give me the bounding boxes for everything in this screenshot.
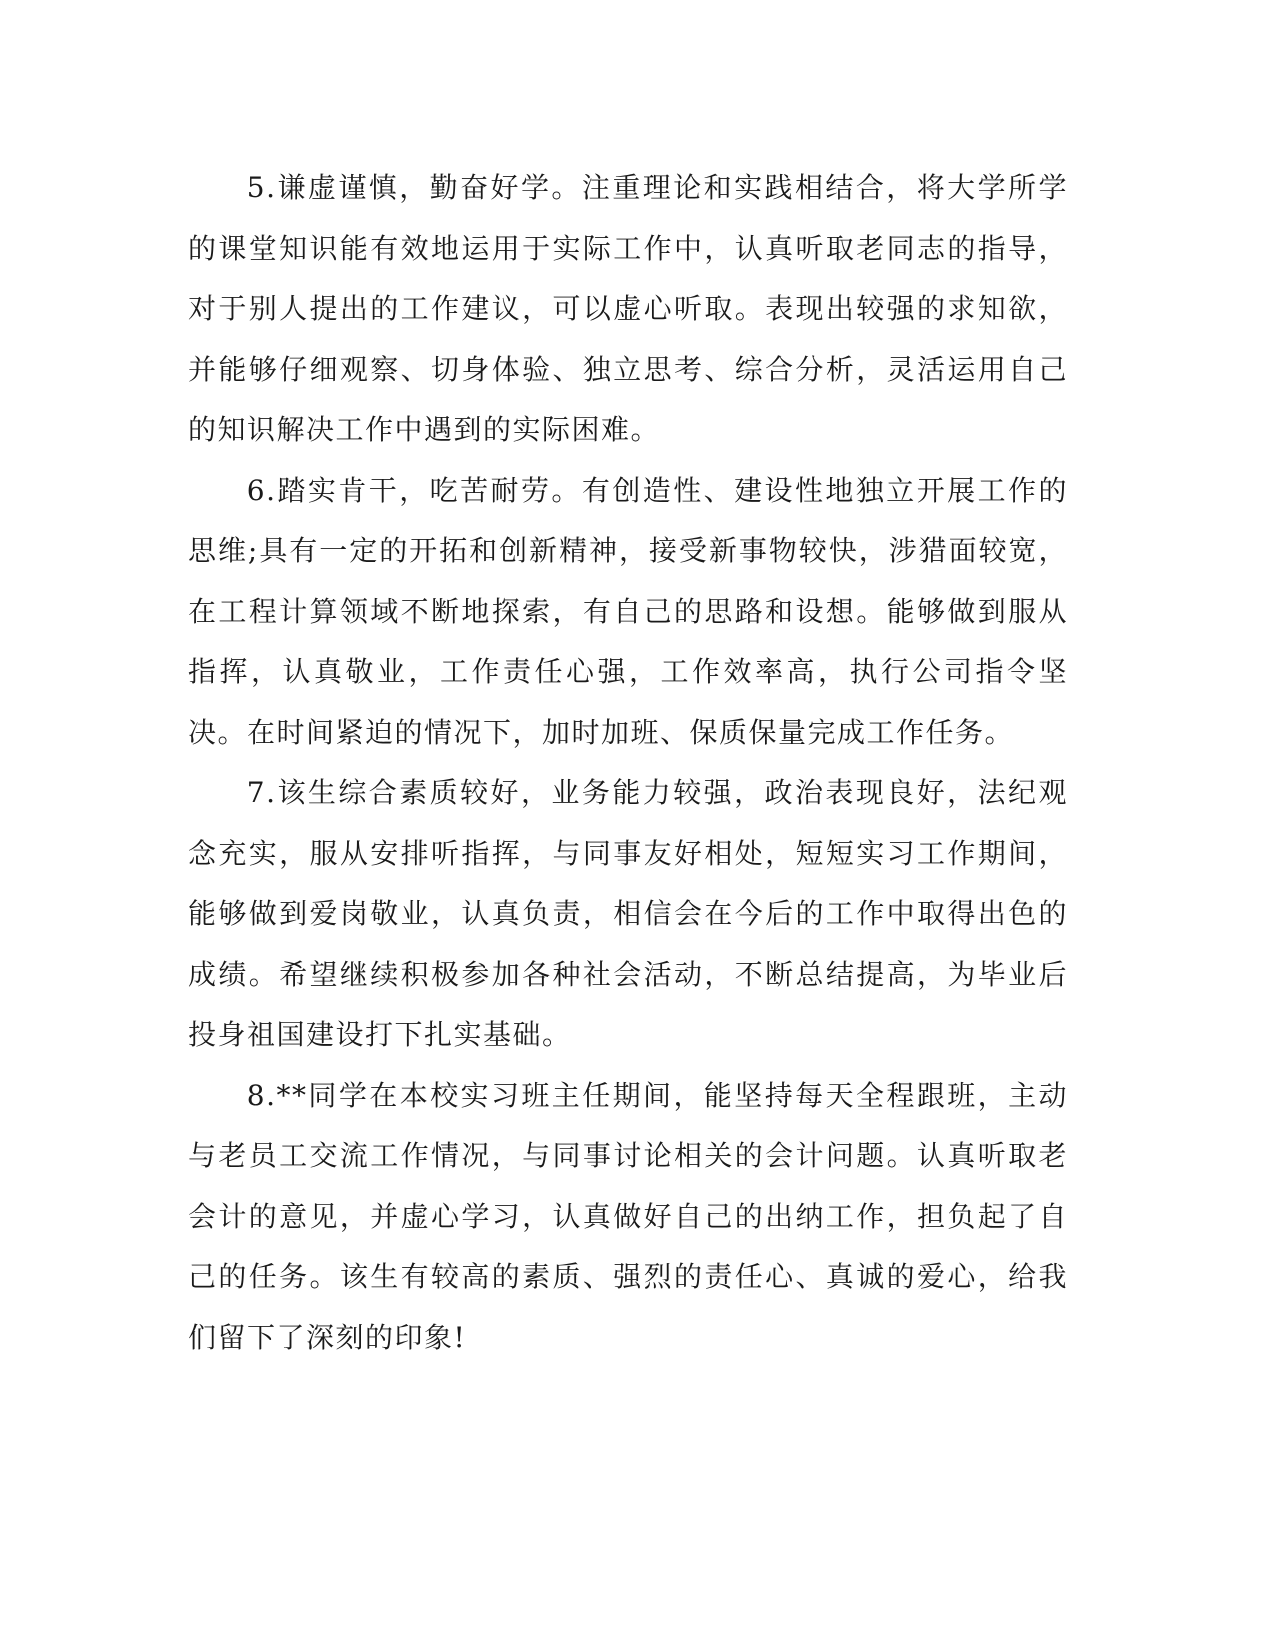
paragraph-6: 6.踏实肯干，吃苦耐劳。有创造性、建设性地独立开展工作的思维;具有一定的开拓和创新精神，接受新事物较快，涉猎面较宽，在工程计算领域不断地探索，有自己的思路和设想。能够做到服从指挥，认真敬业，工作责任心强，工作效率高，执行公司指令坚决。在时间紧迫的情况下，加时加班、保质保量完成工作任务。 <box>188 473 1068 749</box>
paragraph-8: 8.**同学在本校实习班主任期间，能坚持每天全程跟班，主动与老员工交流工作情况，与同事讨论相关的会计问题。认真听取老会计的意见，并虚心学习，认真做好自己的出纳工作，担负起了自己的任务。该生有较高的素质、强烈的责任心、真诚的爱心，给我们留下了深刻的印象! <box>188 1078 1068 1354</box>
paragraph-5: 5.谦虚谨慎，勤奋好学。注重理论和实践相结合，将大学所学的课堂知识能有效地运用于实际工作中，认真听取老同志的指导，对于别人提出的工作建议，可以虚心听取。表现出较强的求知欲，并能够仔细观察、切身体验、独立思考、综合分析，灵活运用自己的知识解决工作中遇到的实际困难。 <box>188 171 1068 446</box>
paragraph-7: 7.该生综合素质较好，业务能力较强，政治表现良好，法纪观念充实，服从安排听指挥，与同事友好相处，短短实习工作期间，能够做到爱岗敬业，认真负责，相信会在今后的工作中取得出色的成绩。希望继续积极参加各种社会活动，不断总结提高，为毕业后投身祖国建设打下扎实基础。 <box>188 776 1068 1051</box>
document-body <box>188 158 1068 1368</box>
